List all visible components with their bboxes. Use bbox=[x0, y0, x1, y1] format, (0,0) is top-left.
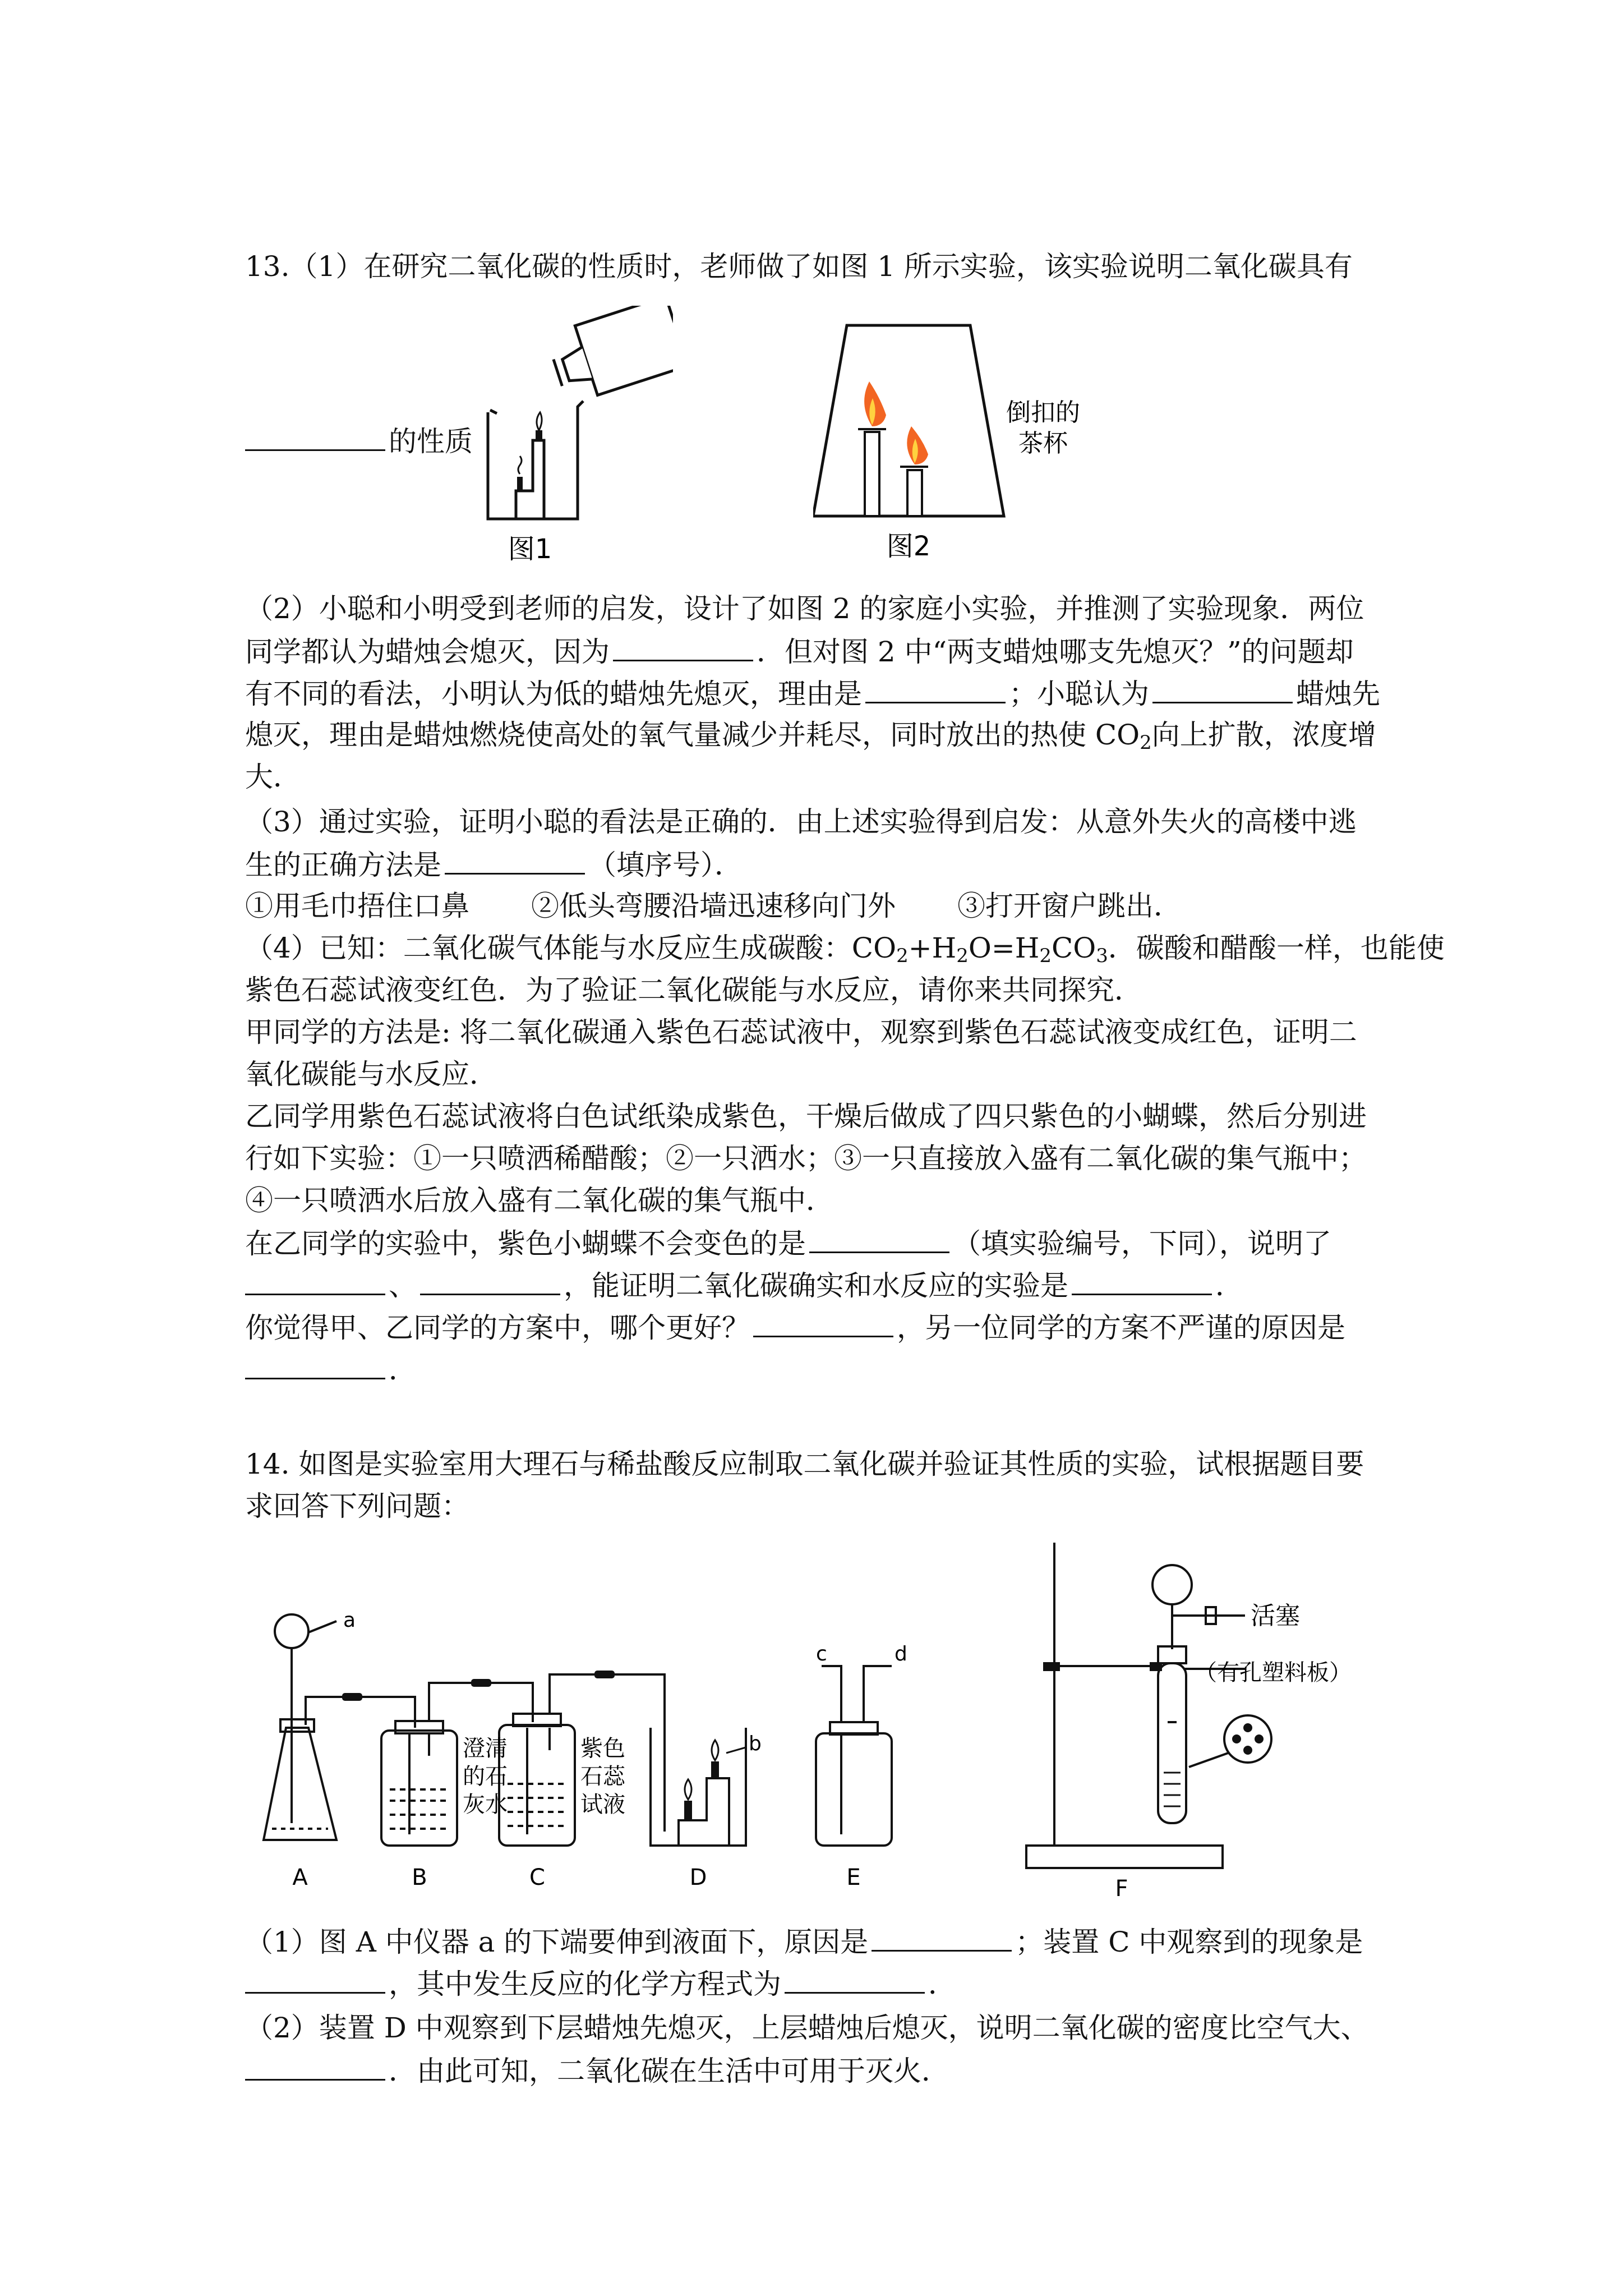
q14-s2-l1: （2）装置 D 中观察到下层蜡烛先熄灭，上层蜡烛后熄灭，说明二氧化碳的密度比空气大、 bbox=[245, 2012, 1369, 2044]
label-E: E bbox=[846, 1865, 861, 1890]
q13-p3-l2: 生的正确方法是 （填序号）． bbox=[245, 847, 743, 882]
q13-p2-l4: 熄灭，理由是蜡烛燃烧使高处的氧气量减少并耗尽，同时放出的热使 $CO_2$向上扩散，浓度增 bbox=[245, 719, 1376, 754]
label-A: A bbox=[292, 1865, 308, 1890]
q13-p4-l2: 紫色石蕊试液变红色．为了验证二氧化碳能与水反应，请你来共同探究． bbox=[245, 974, 1142, 1006]
q13-p4-l4: 氧化碳能与水反应． bbox=[245, 1058, 497, 1091]
label-valve: 活塞 bbox=[1251, 1602, 1300, 1630]
label-F: F bbox=[1115, 1876, 1128, 1902]
q14-s1-l1: （1）图 A 中仪器 a 的下端要伸到液面下，原因是 ；装置 C 中观察到的现象是 bbox=[245, 1924, 1363, 1959]
label-c-text-2: 石蕊 bbox=[580, 1764, 625, 1789]
answer-blank[interactable] bbox=[785, 1966, 925, 1994]
label-b: b bbox=[749, 1732, 762, 1755]
figure-2-label-1: 倒扣的 bbox=[1006, 398, 1080, 427]
q13-p2-l5: 大． bbox=[245, 761, 301, 793]
q13-p2-l3: 有不同的看法，小明认为低的蜡烛先熄灭，理由是 ；小聪认为 蜡烛先 bbox=[245, 676, 1380, 711]
figure-2-caption: 图2 bbox=[886, 531, 931, 562]
q14-s1-l2: ，其中发生反应的化学方程式为 ． bbox=[245, 1966, 956, 2001]
label-b-text-2: 的石 bbox=[463, 1764, 508, 1789]
label-b-text-1: 澄清 bbox=[463, 1736, 508, 1761]
q13-p4-l8: 在乙同学的实验中，紫色小蝴蝶不会变色的是 （填实验编号，下同），说明了 bbox=[245, 1226, 1331, 1260]
answer-blank[interactable] bbox=[245, 1966, 385, 1994]
answer-blank[interactable] bbox=[245, 1352, 385, 1379]
q13-p4-l5: 乙同学用紫色石蕊试液将白色试纸染成紫色，干燥后做成了四只紫色的小蝴蝶，然后分别进 bbox=[245, 1100, 1367, 1133]
q13-p3-l1: （3）通过实验，证明小聪的看法是正确的．由上述实验得到启发：从意外失火的高楼中逃 bbox=[245, 806, 1357, 838]
answer-blank[interactable] bbox=[245, 424, 385, 451]
figure-1-caption: 图1 bbox=[508, 533, 552, 565]
answer-blank[interactable] bbox=[753, 1310, 893, 1337]
figure-apparatus bbox=[247, 1599, 942, 1913]
q13-p4-l3: 甲同学的方法是: 将二氧化碳通入紫色石蕊试液中，观察到紫色石蕊试液变成红色，证明二 bbox=[245, 1016, 1357, 1048]
label-c-text-1: 紫色 bbox=[580, 1736, 625, 1761]
label-D: D bbox=[689, 1865, 707, 1890]
label-plate: （有孔塑料板） bbox=[1195, 1660, 1352, 1686]
answer-blank[interactable] bbox=[245, 2053, 385, 2081]
q14-s2-l2: ．由此可知，二氧化碳在生活中可用于灭火． bbox=[245, 2053, 949, 2088]
answer-blank[interactable] bbox=[445, 847, 585, 875]
label-B: B bbox=[412, 1865, 427, 1890]
figure-2-label-2: 茶杯 bbox=[1018, 429, 1068, 458]
figure-apparatus-f bbox=[1021, 1537, 1424, 1907]
q13-p4-l10: 你觉得甲、乙同学的方案中，哪个更好？ ，另一位同学的方案不严谨的原因是 bbox=[245, 1310, 1345, 1345]
q13-p4-l11: ． bbox=[245, 1352, 417, 1387]
q13-p4-l1: （4）已知：二氧化碳气体能与水反应生成碳酸：$CO_2+H_2O=H_2CO_3$．碳酸和醋酸一样，也能使 bbox=[245, 932, 1445, 967]
figure-1 bbox=[482, 306, 673, 569]
q13-p2-l2: 同学都认为蜡烛会熄灭，因为 ．但对图 2 中“两支蜡烛哪支先熄灭？”的问题却 bbox=[245, 634, 1354, 669]
q13-p4-l6: 行如下实验：①一只喷洒稀醋酸；②一只洒水；③一只直接放入盛有二氧化碳的集气瓶中； bbox=[245, 1142, 1367, 1175]
q13-p1-tail: 的性质 bbox=[245, 424, 473, 458]
answer-blank[interactable] bbox=[1072, 1268, 1212, 1295]
answer-blank[interactable] bbox=[245, 1268, 385, 1295]
figure-2 bbox=[813, 320, 1105, 572]
q14-l1: 14. 如图是实验室用大理石与稀盐酸反应制取二氧化碳并验证其性质的实验，试根据题目要 bbox=[245, 1448, 1364, 1480]
label-c-text-3: 试液 bbox=[580, 1792, 625, 1818]
label-a: a bbox=[343, 1609, 356, 1632]
answer-blank[interactable] bbox=[613, 634, 753, 661]
q14-l2: 求回答下列问题： bbox=[245, 1490, 469, 1522]
answer-blank[interactable] bbox=[865, 676, 1006, 703]
label-b-text-3: 灰水 bbox=[463, 1792, 508, 1818]
answer-blank[interactable] bbox=[1152, 676, 1293, 703]
answer-blank[interactable] bbox=[872, 1924, 1012, 1952]
q13-intro: 13.（1）在研究二氧化碳的性质时，老师做了如图 1 所示实验，该实验说明二氧化碳具有 bbox=[245, 250, 1353, 283]
q13-p3-options: ①用毛巾捂住口鼻 ②低头弯腰沿墙迅速移向门外 ③打开窗户跳出． bbox=[245, 890, 1182, 922]
answer-blank[interactable] bbox=[809, 1226, 949, 1253]
q13-p4-l9: 、 ，能证明二氧化碳确实和水反应的实验是 ． bbox=[245, 1268, 1243, 1303]
answer-blank[interactable] bbox=[420, 1268, 560, 1295]
label-C: C bbox=[529, 1865, 545, 1890]
label-c: c bbox=[816, 1642, 827, 1665]
q13-p2-l1: （2）小聪和小明受到老师的启发，设计了如图 2 的家庭小实验，并推测了实验现象．两位 bbox=[245, 592, 1364, 625]
q13-p4-l7: ④一只喷洒水后放入盛有二氧化碳的集气瓶中． bbox=[245, 1184, 834, 1217]
label-d: d bbox=[895, 1642, 907, 1665]
